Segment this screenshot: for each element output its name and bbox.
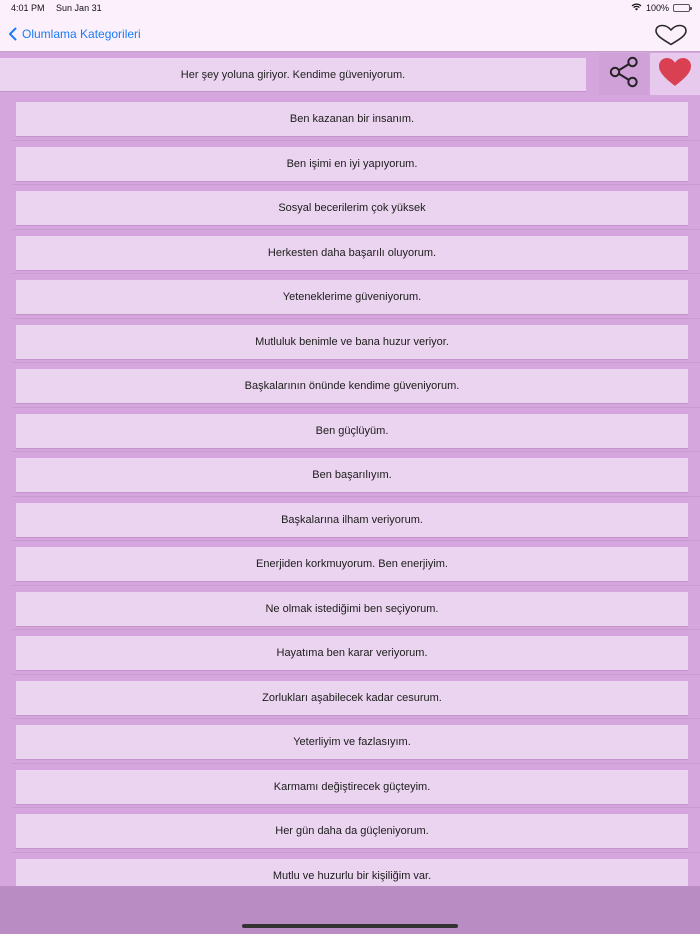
status-date: Sun Jan 31 [56,3,102,13]
affirmation-list [12,96,700,897]
featured-row [0,53,700,95]
affirmation-card[interactable]: Karmamı değiştirecek güçteyim. [16,770,688,804]
affirmation-card[interactable]: Yeteneklerime güveniyorum. [16,280,688,314]
favorites-heart-icon[interactable] [654,24,688,46]
like-button[interactable] [650,53,700,95]
list-item [12,408,700,453]
affirmation-card[interactable]: Ben işimi en iyi yapıyorum. [16,147,688,181]
list-item [12,675,700,720]
back-button-label: Olumlama Kategorileri [22,26,141,41]
affirmation-card[interactable]: Ben güçlüyüm. [16,414,688,448]
list-item [12,141,700,186]
list-item [12,274,700,319]
affirmation-card[interactable]: Her gün daha da güçleniyorum. [16,814,688,848]
affirmation-card[interactable]: Sosyal becerilerim çok yüksek [16,191,688,225]
list-item [12,764,700,809]
list-item [12,719,700,764]
list-item [12,452,700,497]
status-bar [0,0,700,16]
affirmation-card[interactable]: Zorlukları aşabilecek kadar cesurum. [16,681,688,715]
affirmation-card[interactable]: Yeterliyim ve fazlasıyım. [16,725,688,759]
battery-icon [673,4,690,12]
list-item [12,185,700,230]
affirmation-card[interactable]: Başkalarının önünde kendime güveniyorum. [16,369,688,403]
list-item [12,630,700,675]
share-icon [607,55,641,94]
battery-percent: 100% [645,3,669,13]
list-item [12,586,700,631]
affirmation-card[interactable]: Ne olmak istediğimi ben seçiyorum. [16,592,688,626]
nav-bar [0,16,700,52]
affirmation-card[interactable]: Ben kazanan bir insanım. [16,102,688,136]
affirmation-card[interactable]: Hayatıma ben karar veriyorum. [16,636,688,670]
home-indicator[interactable] [242,924,458,928]
bottom-bar [0,886,700,934]
list-item [12,319,700,364]
status-left [11,3,111,13]
list-item [12,363,700,408]
wifi-icon [631,3,642,13]
list-item [12,541,700,586]
list-item [12,808,700,853]
heart-filled-icon [658,57,692,92]
affirmation-card[interactable]: Mutluluk benimle ve bana huzur veriyor. [16,325,688,359]
status-time: 4:01 PM [11,3,45,13]
back-button[interactable] [8,27,141,41]
status-right [631,3,690,13]
list-item [12,497,700,542]
list-item [12,96,700,141]
share-button[interactable] [599,53,649,95]
affirmation-card[interactable]: Enerjiden korkmuyorum. Ben enerjiyim. [16,547,688,581]
affirmation-card[interactable]: Başkalarına ilham veriyorum. [16,503,688,537]
chevron-left-icon [8,27,17,41]
featured-affirmation[interactable]: Her şey yoluna giriyor. Kendime güveniyorum. [0,58,586,91]
affirmation-card[interactable]: Mutlu ve huzurlu bir kişiliğim var. [16,859,688,893]
affirmation-card[interactable]: Herkesten daha başarılı oluyorum. [16,236,688,270]
list-item [12,230,700,275]
affirmation-card[interactable]: Ben başarılıyım. [16,458,688,492]
